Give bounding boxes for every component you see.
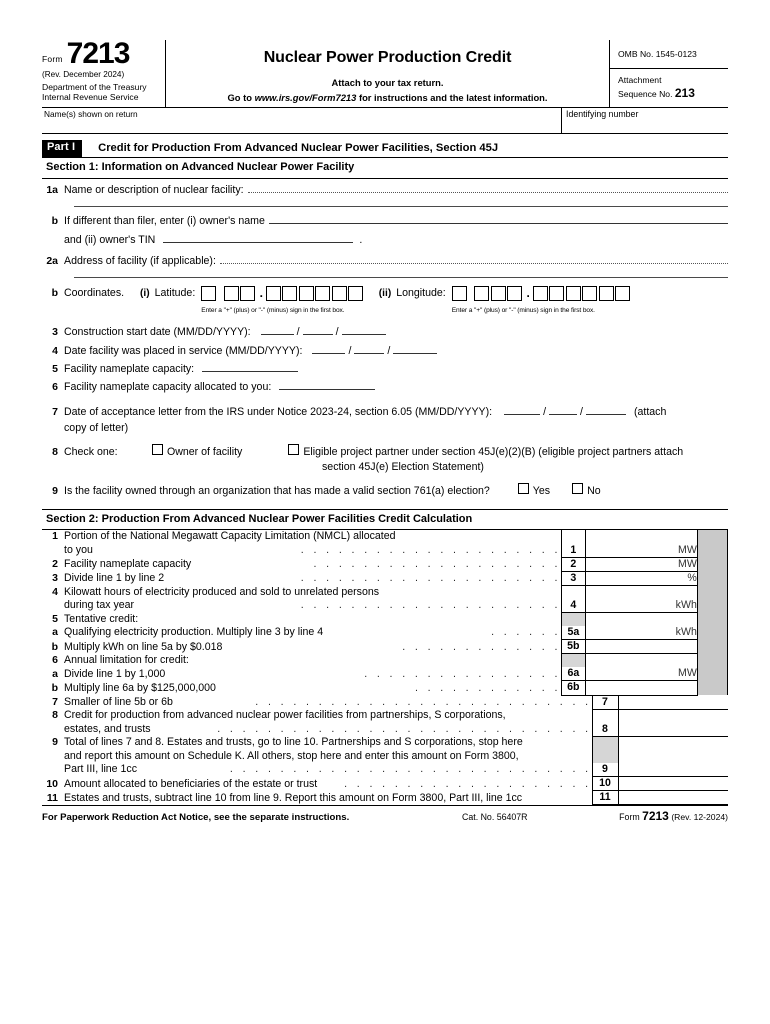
calc-row-6a-text: Divide line 1 by 1,000 — [64, 667, 166, 680]
calc-row-6-label: 6 — [52, 653, 58, 666]
longitude-roman: (ii) — [378, 288, 392, 300]
line-5-row — [42, 361, 728, 376]
calc-row-2-value[interactable]: MW — [585, 557, 697, 571]
line-8-option-2-continued: section 45J(e) Election Statement) — [322, 461, 484, 474]
latitude-deg-box-2[interactable] — [240, 286, 255, 301]
calc-row-5b-number: 5b — [561, 640, 585, 654]
goto-suffix: for instructions and the latest information. — [356, 91, 548, 103]
calc-row-3 — [42, 571, 728, 585]
line-6-row — [42, 379, 728, 394]
omb-number: OMB No. 1545-0123 — [610, 40, 728, 69]
name-shown-on-return-field[interactable] — [42, 108, 562, 133]
calc-row-10-leader: . . . . . . . . . . . . . . . . . . . . — [344, 777, 592, 790]
calc-row-8-leader: . . . . . . . . . . . . . . . . . . . . . . . . . . . . . . — [217, 723, 592, 736]
calc-row-7-leader: . . . . . . . . . . . . . . . . . . . . . . . . . . . — [255, 696, 592, 709]
latitude-sign-box[interactable] — [201, 286, 216, 301]
calc-row-7-label: 7 — [52, 696, 58, 709]
calc-row-6b-text: Multiply line 6a by $125,000,000 — [64, 681, 216, 694]
calc-row-1-label: 1 — [52, 530, 58, 543]
calc-row-11-value[interactable] — [618, 791, 728, 805]
calc-row-8-value[interactable] — [618, 723, 728, 737]
line-1b-period: . — [359, 233, 363, 246]
line-3-slash-1: / — [296, 326, 300, 339]
calc-row-4-text-1: Kilowatt hours of electricity produced and sold to unrelated persons — [64, 585, 380, 598]
line-9-row — [42, 483, 728, 498]
line-1b-row — [42, 215, 728, 228]
part-1-label: Part I — [42, 140, 82, 157]
calc-row-8b — [42, 723, 728, 737]
calc-row-3-label: 3 — [52, 572, 58, 585]
identifying-number-field[interactable] — [562, 108, 728, 133]
calc-row-2 — [42, 557, 728, 571]
calc-row-9-text-3: Part III, line 1cc — [64, 763, 138, 776]
calc-row-11 — [42, 791, 728, 805]
footer-form-id — [619, 809, 728, 824]
latitude-deg-box-1[interactable] — [224, 286, 239, 301]
line-2a-input-continued[interactable] — [74, 268, 728, 278]
line-3-month-input[interactable] — [261, 324, 294, 335]
line-1b-tin-text: and (ii) owner's TIN — [64, 233, 156, 246]
line-2b-label: b — [51, 287, 58, 300]
line-8-text: Check one: — [64, 445, 118, 458]
calc-row-6a-number: 6a — [561, 667, 585, 681]
calc-row-5b-label: b — [51, 640, 58, 653]
calc-row-4-number: 4 — [561, 599, 585, 613]
calc-row-3-text: Divide line 1 by line 2 — [64, 572, 165, 585]
form-word-label: Form — [42, 54, 63, 65]
latitude-label: Latitude: — [154, 287, 196, 300]
calc-row-9b — [42, 750, 728, 763]
calc-row-1-desc-line1 — [42, 530, 561, 543]
calc-row-5a-number: 5a — [561, 626, 585, 640]
line-9-no-checkbox[interactable] — [572, 483, 583, 494]
form-revision-date: (Rev. December 2024) — [42, 69, 125, 79]
identifying-number-caption: Identifying number — [566, 108, 639, 119]
form-title: Nuclear Power Production Credit — [263, 49, 512, 66]
line-1b-owner-name-input[interactable] — [269, 215, 728, 224]
calc-row-5a-leader: . . . . . . — [491, 626, 561, 639]
department-line-1: Department of the Treasury — [42, 82, 147, 93]
section-2-calculation-table — [42, 530, 728, 695]
latitude-decimal-point: . — [259, 286, 263, 301]
latitude-dec-box-1[interactable] — [266, 286, 281, 301]
calc-row-3-value[interactable]: % — [585, 571, 697, 585]
calc-row-5b-value[interactable] — [585, 640, 697, 654]
longitude-dec-box-6[interactable] — [615, 286, 630, 301]
line-3-row — [42, 324, 728, 339]
line-3-year-input[interactable] — [342, 324, 386, 335]
calc-row-5a — [42, 626, 728, 640]
form-masthead — [42, 37, 728, 108]
calc-row-6a-value[interactable]: MW — [585, 667, 697, 681]
part-1-bar — [42, 140, 728, 158]
calc-row-10 — [42, 777, 728, 791]
calc-row-8-text-1: Credit for production from advanced nuclear power facilities from partnerships, S corporations, — [64, 709, 506, 722]
line-2a-label: 2a — [46, 255, 58, 268]
line-7-tail-text: (attach — [633, 406, 667, 419]
calc-row-2-label: 2 — [52, 558, 58, 571]
line-3-text: Construction start date (MM/DD/YYYY): — [64, 326, 251, 339]
calc-row-2-text: Facility nameplate capacity — [64, 558, 192, 571]
irs-form-url: www.irs.gov/Form7213 — [254, 91, 357, 103]
line-4-day-input[interactable] — [354, 343, 384, 354]
calc-row-5b-leader: . . . . . . . . . . . . . — [402, 640, 561, 653]
line-4-year-input[interactable] — [393, 343, 437, 354]
calc-row-1-value-spacer[interactable] — [585, 530, 697, 543]
name-and-id-row — [42, 108, 728, 134]
calc-row-1-leader: . . . . . . . . . . . . . . . . . . . . . — [300, 544, 561, 557]
calc-row-5-label: 5 — [52, 612, 58, 625]
latitude-dec-box-6[interactable] — [348, 286, 363, 301]
calc-row-6-header — [42, 654, 728, 667]
longitude-dec-box-1[interactable] — [533, 286, 548, 301]
calc-row-9-leader: . . . . . . . . . . . . . . . . . . . . . . . . . . . . . — [229, 763, 592, 776]
calc-row-4-text-2: during tax year — [64, 599, 135, 612]
line-8-option-2-label: Eligible project partner under section 45J(e)(2)(B) (eligible project partners attach — [303, 445, 684, 458]
calc-row-9a — [42, 736, 728, 749]
calc-row-3-leader: . . . . . . . . . . . . . . . . . . . . . — [300, 572, 561, 585]
paperwork-reduction-notice: For Paperwork Reduction Act Notice, see the separate instructions. — [42, 812, 350, 824]
calc-row-8-number: 8 — [592, 723, 618, 737]
line-1a-text: Name or description of nuclear facility: — [64, 183, 244, 196]
latitude-roman: (i) — [140, 288, 150, 300]
calc-row-6b-leader: . . . . . . . . . . . . — [414, 681, 561, 694]
calc-row-1-value[interactable]: MW — [585, 544, 697, 558]
calc-row-6b-number: 6b — [561, 681, 585, 695]
line-7-row — [42, 404, 728, 419]
longitude-deg-box-2[interactable] — [491, 286, 506, 301]
calc-row-4a — [42, 586, 728, 599]
line-8-option-1-label: Owner of facility — [167, 445, 243, 458]
attachment-sequence-number: 213 — [674, 85, 695, 100]
calc-row-4-value[interactable]: kWh — [585, 599, 697, 613]
calc-row-6b-value[interactable] — [585, 681, 697, 695]
form-footer — [42, 805, 728, 824]
calc-row-7-number: 7 — [592, 696, 618, 710]
line-7-year-input[interactable] — [586, 404, 626, 415]
calc-row-10-label: 10 — [46, 777, 58, 790]
calc-row-5a-value[interactable]: kWh — [585, 626, 697, 640]
line-1a-input[interactable] — [248, 184, 728, 193]
calc-row-10-number: 10 — [592, 777, 618, 791]
calc-row-10-value[interactable] — [618, 777, 728, 791]
calc-row-9c — [42, 763, 728, 777]
line-3-day-input[interactable] — [303, 324, 333, 335]
line-6-label: 6 — [52, 381, 58, 394]
attach-instruction: Attach to your tax return. — [331, 77, 444, 88]
line-1a-label: 1a — [46, 183, 58, 196]
department-line-2: Internal Revenue Service — [42, 92, 139, 103]
calc-row-6a-label: a — [52, 667, 58, 680]
calc-row-1-number: 1 — [561, 544, 585, 558]
line-8-label: 8 — [52, 445, 58, 458]
name-shown-on-return-caption: Name(s) shown on return — [44, 108, 138, 119]
calc-row-6b-label: b — [51, 681, 58, 694]
line-6-text: Facility nameplate capacity allocated to you: — [64, 381, 272, 394]
line-2a-text: Address of facility (if applicable): — [64, 255, 216, 268]
line-2b-text: Coordinates. — [64, 287, 125, 300]
footer-form-number: 7213 — [642, 809, 669, 824]
masthead-center — [166, 40, 610, 107]
line-9-no-label: No — [587, 485, 601, 498]
line-2a-row — [42, 255, 728, 268]
calc-row-5-header — [42, 613, 728, 626]
longitude-label: Longitude: — [396, 287, 446, 300]
line-4-slash-1: / — [348, 344, 352, 357]
line-1b-text: If different than filer, enter (i) owner's name — [64, 214, 265, 227]
line-4-month-input[interactable] — [312, 343, 345, 354]
calc-row-2-leader: . . . . . . . . . . . . . . . . . . . . — [313, 558, 561, 571]
calc-row-1-text-2: to you — [64, 544, 93, 557]
line-7-day-input[interactable] — [549, 404, 577, 415]
line-1a-row — [42, 184, 728, 197]
line-1b-label: b — [51, 214, 58, 227]
calc-row-6b — [42, 681, 728, 695]
line-7-slash-1: / — [543, 406, 547, 419]
line-3-slash-2: / — [335, 326, 339, 339]
longitude-deg-box-3[interactable] — [507, 286, 522, 301]
calc-row-11-number: 11 — [592, 791, 618, 805]
calc-row-8a — [42, 709, 728, 722]
calc-right-margin — [727, 530, 728, 695]
calc-row-5a-text: Qualifying electricity production. Multiply line 3 by line 4 — [64, 626, 324, 639]
section-2-title: Section 2: Production From Advanced Nuclear Power Facilities Credit Calculation — [42, 509, 728, 531]
masthead-right — [610, 40, 728, 107]
line-7-month-input[interactable] — [504, 404, 540, 415]
longitude-decimal-point: . — [526, 286, 530, 301]
footer-form-word: Form — [619, 812, 640, 823]
calc-row-11-text: Estates and trusts, subtract line 10 from line 9. Report this amount on Form 3800, Part III, line 1cc — [64, 791, 523, 804]
calc-row-6a — [42, 667, 728, 681]
line-4-text: Date facility was placed in service (MM/DD/YYYY): — [64, 344, 303, 357]
latitude-dec-box-3[interactable] — [299, 286, 314, 301]
line-9-yes-checkbox[interactable] — [518, 483, 529, 494]
calc-row-9-number: 9 — [592, 763, 618, 777]
calc-row-3-number: 3 — [561, 571, 585, 585]
form-number: 7213 — [66, 37, 130, 70]
line-3-label: 3 — [52, 326, 58, 339]
longitude-boxes[interactable] — [452, 286, 632, 315]
longitude-dec-box-5[interactable] — [599, 286, 614, 301]
line-2b-coordinates-row — [42, 286, 728, 315]
line-1a-input-continued[interactable] — [74, 197, 728, 207]
line-7-text: Date of acceptance letter from the IRS under Notice 2023-24, section 6.05 (MM/DD/YYYY): — [64, 406, 493, 419]
form-page — [42, 37, 728, 824]
calc-row-4-leader: . . . . . . . . . . . . . . . . . . . . . — [300, 599, 561, 612]
footer-revision: (Rev. 12-2024) — [671, 812, 728, 823]
calc-row-5b — [42, 640, 728, 654]
line-7-label: 7 — [52, 406, 58, 419]
calc-row-1a — [42, 530, 728, 543]
calc-row-4-label: 4 — [52, 585, 58, 598]
calc-row-4b — [42, 599, 728, 613]
line-6-input[interactable] — [279, 379, 375, 390]
line-5-label: 5 — [52, 362, 58, 375]
longitude-sign-box[interactable] — [452, 286, 467, 301]
calc-row-1-text-1: Portion of the National Megawatt Capacity Limitation (NMCL) allocated — [64, 530, 396, 543]
calc-row-1-num-spacer — [561, 530, 585, 543]
calc-gray-column — [697, 530, 727, 695]
catalog-number: Cat. No. 56407R — [462, 812, 528, 823]
line-2a-input[interactable] — [220, 255, 728, 264]
goto-prefix: Go to — [227, 91, 255, 103]
calc-row-7-text: Smaller of line 5b or 6b — [64, 696, 173, 709]
section-2-totals-table — [42, 696, 728, 806]
line-5-input[interactable] — [202, 361, 298, 372]
line-9-yes-label: Yes — [532, 485, 551, 498]
calc-row-6-text: Annual limitation for credit: — [64, 653, 189, 666]
calc-row-9-value[interactable] — [618, 763, 728, 777]
calc-row-2-number: 2 — [561, 557, 585, 571]
line-7-text-continued: copy of letter) — [64, 421, 129, 434]
calc-row-9-text-1: Total of lines 7 and 8. Estates and trusts, go to line 10. Partnerships and S corporations, stop here — [64, 736, 523, 749]
section-1-title: Section 1: Information on Advanced Nuclear Power Facility — [42, 158, 728, 179]
line-7-continued-row — [42, 422, 728, 435]
calc-row-9-label: 9 — [52, 736, 58, 749]
calc-row-11-label: 11 — [46, 791, 58, 804]
line-1b-tin-row — [42, 232, 728, 247]
latitude-dec-box-4[interactable] — [315, 286, 330, 301]
calc-row-5-text: Tentative credit: — [64, 612, 139, 625]
calc-row-7-value[interactable] — [618, 696, 728, 710]
longitude-dec-box-4[interactable] — [582, 286, 597, 301]
calc-row-5b-text: Multiply kWh on line 5a by $0.018 — [64, 640, 223, 653]
calc-row-5a-label: a — [52, 626, 58, 639]
calc-row-9-text-2: and report this amount on Schedule K. All others, stop here and enter this amount on Form 3800, — [64, 749, 519, 762]
calc-row-8-text-2: estates, and trusts — [64, 723, 151, 736]
latitude-dec-box-5[interactable] — [332, 286, 347, 301]
line-9-text: Is the facility owned through an organization that has made a valid section 761(a) election? — [64, 485, 490, 498]
calc-row-8-label: 8 — [52, 709, 58, 722]
latitude-boxes[interactable] — [201, 286, 365, 315]
calc-row-1b — [42, 544, 728, 558]
calc-row-5-shaded-cell — [561, 613, 585, 626]
latitude-dec-box-2[interactable] — [282, 286, 297, 301]
goto-instruction — [172, 92, 603, 104]
line-5-text: Facility nameplate capacity: — [64, 362, 195, 375]
calc-row-6a-leader: . . . . . . . . . . . . . . . . — [364, 667, 561, 680]
line-8-partner-checkbox[interactable] — [288, 444, 299, 455]
line-8-continued-row — [42, 461, 728, 474]
line-1b-tin-input[interactable] — [163, 232, 353, 243]
latitude-sign-note: Enter a "+" (plus) or "-" (minus) sign in the first box. — [201, 307, 345, 315]
line-8-row — [42, 444, 728, 459]
longitude-dec-box-2[interactable] — [549, 286, 564, 301]
longitude-dec-box-3[interactable] — [566, 286, 581, 301]
masthead-left — [42, 37, 166, 107]
line-8-owner-checkbox[interactable] — [152, 444, 163, 455]
calc-row-9-shaded-cell — [592, 736, 618, 762]
attachment-label-line-2: Sequence No. — [618, 88, 673, 99]
line-4-slash-2: / — [387, 344, 391, 357]
calc-row-10-text: Amount allocated to beneficiaries of the estate or trust — [64, 777, 318, 790]
longitude-deg-box-1[interactable] — [474, 286, 489, 301]
line-4-label: 4 — [52, 344, 58, 357]
attachment-label-line-1: Attachment — [618, 74, 662, 85]
attachment-sequence — [610, 69, 728, 107]
calc-row-6-shaded-cell — [561, 654, 585, 667]
calc-row-7 — [42, 696, 728, 710]
longitude-sign-note: Enter a "+" (plus) or "-" (minus) sign in the first box. — [451, 307, 595, 315]
line-9-label: 9 — [52, 485, 58, 498]
line-4-row — [42, 343, 728, 358]
part-1-title: Credit for Production From Advanced Nuclear Power Facilities, Section 45J — [98, 141, 499, 154]
line-7-slash-2: / — [580, 406, 583, 419]
